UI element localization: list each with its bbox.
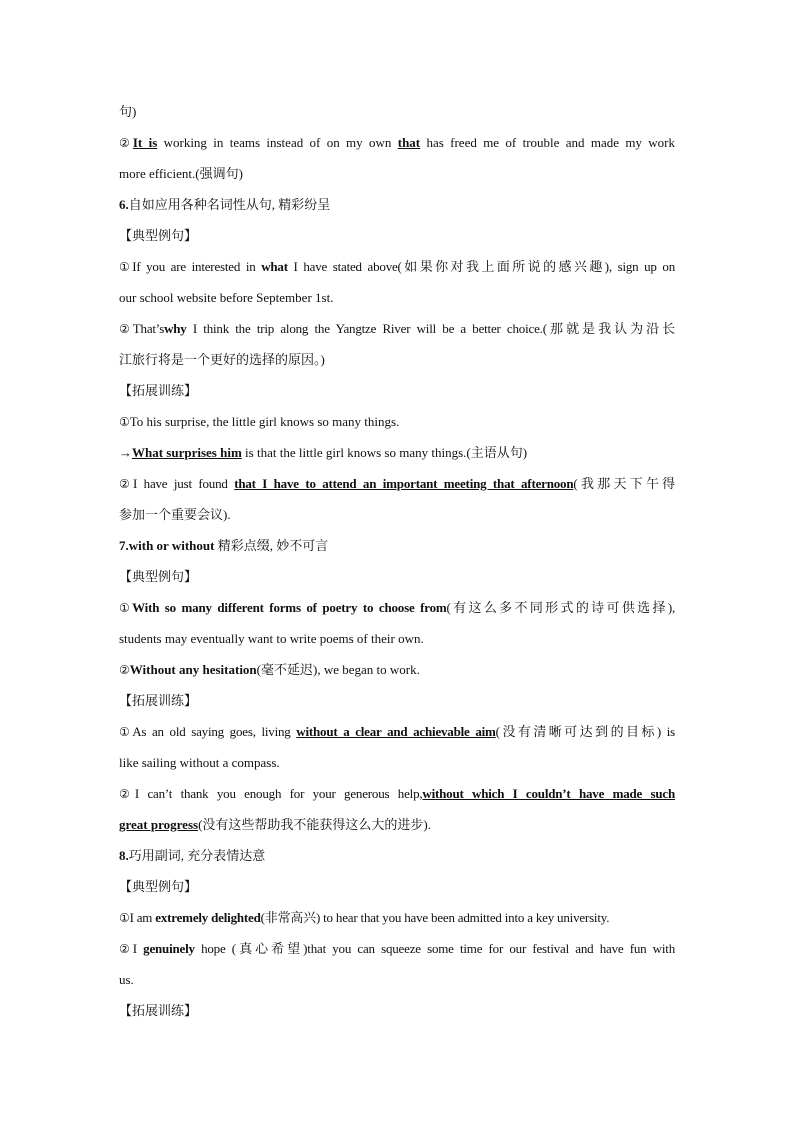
subsection-heading: 【典型例句】 <box>119 879 198 894</box>
text-line: ①I am extremely delighted(非常高兴) to hear that you have been admitted into a key university. <box>119 910 610 925</box>
section-heading: 6.自如应用各种名词性从句, 精彩纷呈 <box>119 197 331 212</box>
text-line: great progress(没有这些帮助我不能获得这么大的进步). <box>119 817 431 832</box>
underlined-phrase: that I have to attend an important meeting that afternoon <box>234 476 574 491</box>
text-line: like sailing without a compass. <box>119 755 280 770</box>
text-line: 参加一个重要会议). <box>119 507 231 522</box>
underlined-phrase: without which I couldn’t have made such <box>422 786 675 801</box>
text-line: 句) <box>119 104 137 119</box>
text-line: →What surprises him is that the little girl knows so many things.(主语从句) <box>119 445 528 460</box>
section-heading: 8.巧用副词, 充分表情达意 <box>119 848 266 863</box>
subsection-heading: 【拓展训练】 <box>119 693 198 708</box>
underlined-phrase: that <box>397 135 421 150</box>
text-line: ②I can’t thank you enough for your generous help,without which I couldn’t have made such <box>119 786 675 801</box>
text-line: students may eventually want to write poems of their own. <box>119 631 424 646</box>
subsection-heading: 【拓展训练】 <box>119 1003 198 1018</box>
underlined-phrase: It is <box>132 135 158 150</box>
underlined-phrase: What surprises him <box>132 445 242 460</box>
text-line: ②That’swhy I think the trip along the Yangtze River will be a better choice.(那就是我认为沿长 <box>119 321 675 336</box>
text-line: ①If you are interested in what I have stated above(如果你对我上面所说的感兴趣), sign up on <box>119 259 675 274</box>
text-line: ②Without any hesitation(毫不延迟), we began to work. <box>119 662 420 677</box>
text-line: ①To his surprise, the little girl knows so many things. <box>119 414 400 429</box>
text-line: our school website before September 1st. <box>119 290 334 305</box>
underlined-phrase: without a clear and achievable aim <box>296 724 496 739</box>
document-body <box>119 96 675 1026</box>
text-line: ②It is working in teams instead of on my own that has freed me of trouble and made my work <box>119 135 676 150</box>
subsection-heading: 【典型例句】 <box>119 228 198 243</box>
text-line: ①With so many different forms of poetry to choose from(有这么多不同形式的诗可供选择), <box>119 600 675 615</box>
text-line: 江旅行将是一个更好的选择的原因。) <box>119 352 325 367</box>
underlined-phrase: great progress <box>119 817 199 832</box>
subsection-heading: 【拓展训练】 <box>119 383 198 398</box>
text-line: us. <box>119 972 134 987</box>
text-line: ①As an old saying goes, living without a clear and achievable aim(没有清晰可达到的目标) is <box>119 724 676 739</box>
text-line: ②I have just found that I have to attend an important meeting that afternoon(我那天下午得 <box>119 476 675 491</box>
subsection-heading: 【典型例句】 <box>119 569 198 584</box>
text-line: more efficient.(强调句) <box>119 166 243 181</box>
section-heading: 7.with or without 精彩点缀, 妙不可言 <box>119 538 329 553</box>
text-line: ②I genuinely hope (真心希望)that you can squeeze some time for our festival and have fun with <box>119 941 675 956</box>
